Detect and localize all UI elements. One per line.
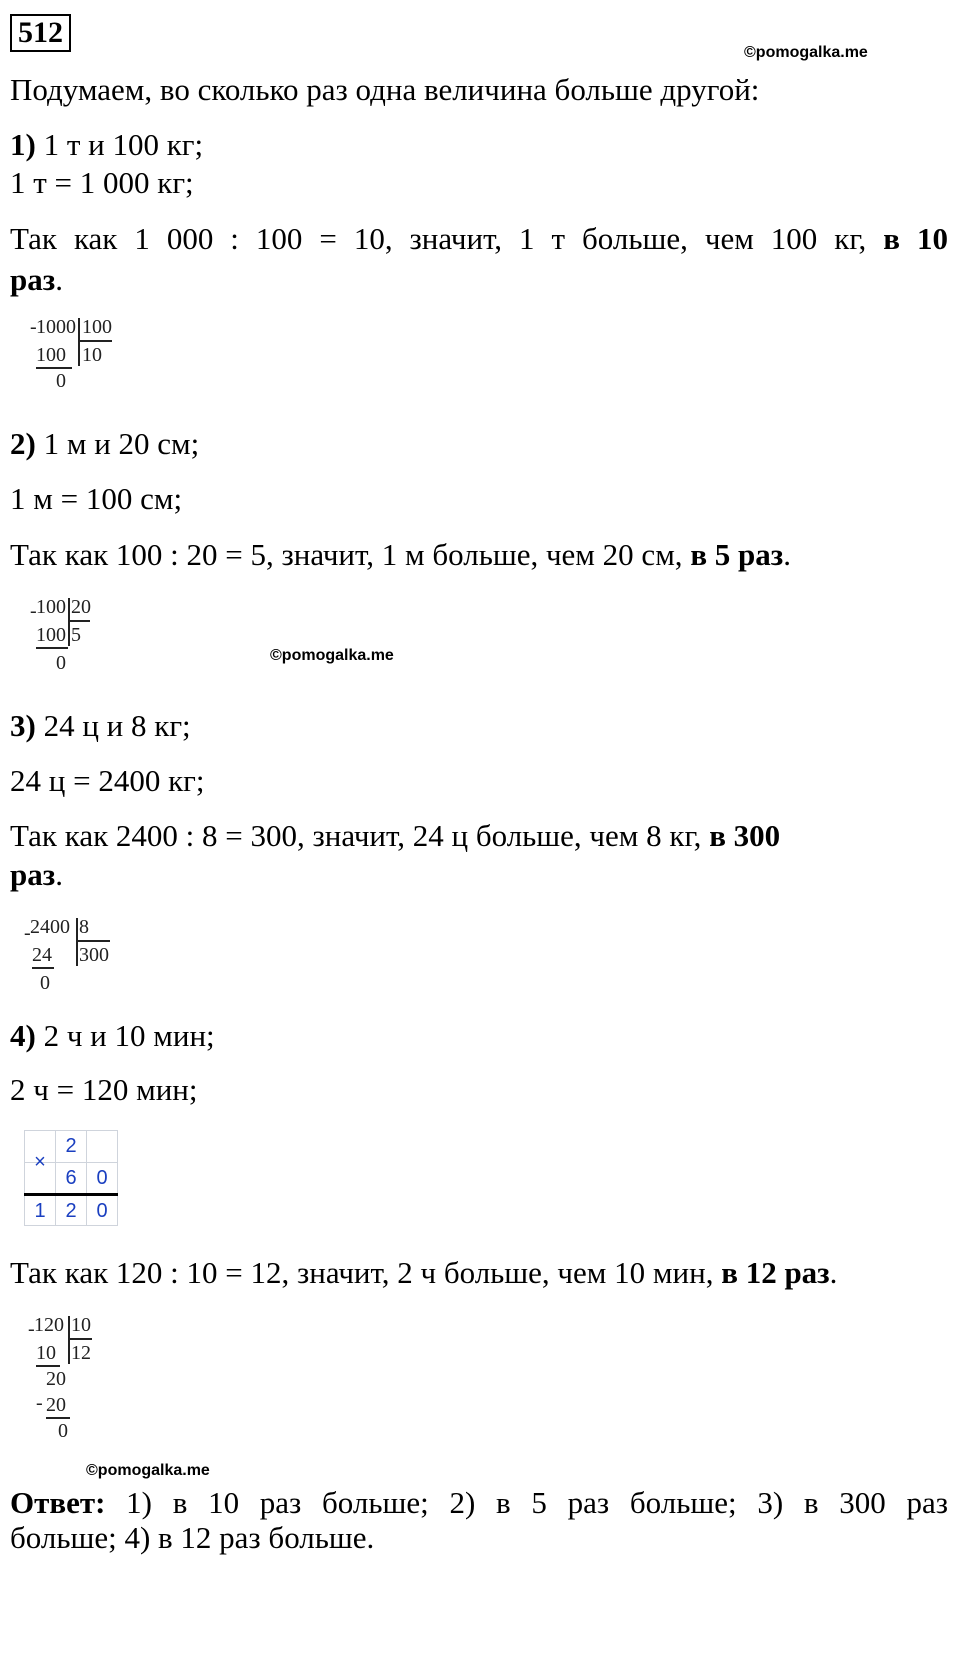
intro-text: Подумаем, во сколько раз одна величина больше другой: [10,72,760,107]
item-2-label: 2) [10,426,36,461]
dividend: 2400 [30,916,70,938]
item-3-pair: 24 ц и 8 кг; [35,708,191,743]
divisor: 20 [71,596,91,618]
remainder: 0 [56,652,66,674]
item-3-label: 3) [10,708,36,743]
mult-row2-digit: 6 [65,1167,77,1189]
multiply-sign: × [34,1151,46,1173]
watermark-middle: ©pomogalka.me [270,647,394,664]
dividend: 1000 [36,316,76,338]
item-3-conversion: 24 ц = 2400 кг; [10,763,205,798]
dividend: 120 [34,1314,64,1336]
quotient: 5 [71,624,81,646]
item-2-conversion: 1 м = 100 см; [10,481,183,516]
quotient: 12 [71,1342,91,1364]
mult-row1-digit: 2 [65,1135,77,1157]
item-1-reason [10,221,948,257]
mult-row2-digit: 0 [96,1167,108,1189]
item-1-pair: 1 т и 100 кг; [35,127,204,162]
watermark-bottom: ©pomogalka.me [86,1462,210,1479]
item-1-label: 1) [10,127,36,162]
item-4-result: в 12 раз [721,1255,830,1290]
item-3-reason-text: Так как 2400 : 8 = 300, значит, 24 ц больше, чем 8 кг, [10,818,702,853]
answer-line-2: больше; 4) в 12 раз больше. [10,1520,375,1555]
item-2-reason-text: Так как 100 : 20 = 5, значит, 1 м больше, чем 20 см, [10,537,683,572]
item-4-label: 4) [10,1018,36,1053]
item-3-result: в 300 [709,818,781,853]
subtrahend: 100 [36,624,66,646]
answer-label: Ответ: [10,1485,106,1520]
dividend: 100 [36,596,66,618]
divisor: 10 [71,1314,91,1336]
partial-remainder: 20 [46,1368,66,1390]
remainder: 0 [56,370,66,392]
item-4-conversion: 2 ч = 120 мин; [10,1072,198,1107]
item-3-heading [10,708,191,744]
item-1-result-2: раз [10,262,56,297]
item-2-result: в 5 раз [690,537,784,572]
task-number: 512 [10,14,71,52]
divisor: 8 [79,916,89,938]
subtrahend-1: 10 [36,1342,56,1364]
item-1-heading [10,127,203,163]
subtrahend-2: 20 [46,1394,66,1416]
subtrahend: 24 [32,944,52,966]
remainder: 0 [40,972,50,994]
mult-result-digit: 2 [65,1200,77,1222]
item-4-reason-text: Так как 120 : 10 = 12, значит, 2 ч больше, чем 10 мин, [10,1255,714,1290]
item-2-reason: Так как 100 : 20 = 5, значит, 1 м больше, чем 20 см, в 5 раз. [10,537,792,572]
item-3-reason [10,818,780,854]
mult-result-digit: 1 [34,1200,46,1222]
quotient: 300 [79,944,109,966]
item-1-conversion: 1 т = 1 000 кг; [10,165,194,200]
item-4-heading [10,1018,215,1054]
item-2-heading [10,426,199,462]
watermark: ©pomogalka.me [744,44,868,61]
divisor: 100 [82,316,112,338]
item-3-reason-end: раз. [10,857,63,892]
answer-text-1: 1) в 10 раз больше; 2) в 5 раз больше; 3) в 300 раз [105,1485,948,1520]
quotient: 10 [82,344,102,366]
remainder: 0 [58,1420,68,1442]
answer-line-1 [10,1485,948,1521]
item-3-result-2: раз [10,857,56,892]
item-1-reason-end: раз. [10,262,63,297]
item-4-reason: Так как 120 : 10 = 12, значит, 2 ч больше, чем 10 мин, в 12 раз. [10,1255,838,1290]
item-4-pair: 2 ч и 10 мин; [35,1018,215,1053]
mult-result-digit: 0 [96,1200,108,1222]
subtrahend: 100 [36,344,66,366]
item-2-pair: 1 м и 20 см; [35,426,200,461]
item-1-result: в 10 [883,221,948,256]
item-1-reason-text: Так как 1 000 : 100 = 10, значит, 1 т больше, чем 100 кг, [10,221,867,256]
